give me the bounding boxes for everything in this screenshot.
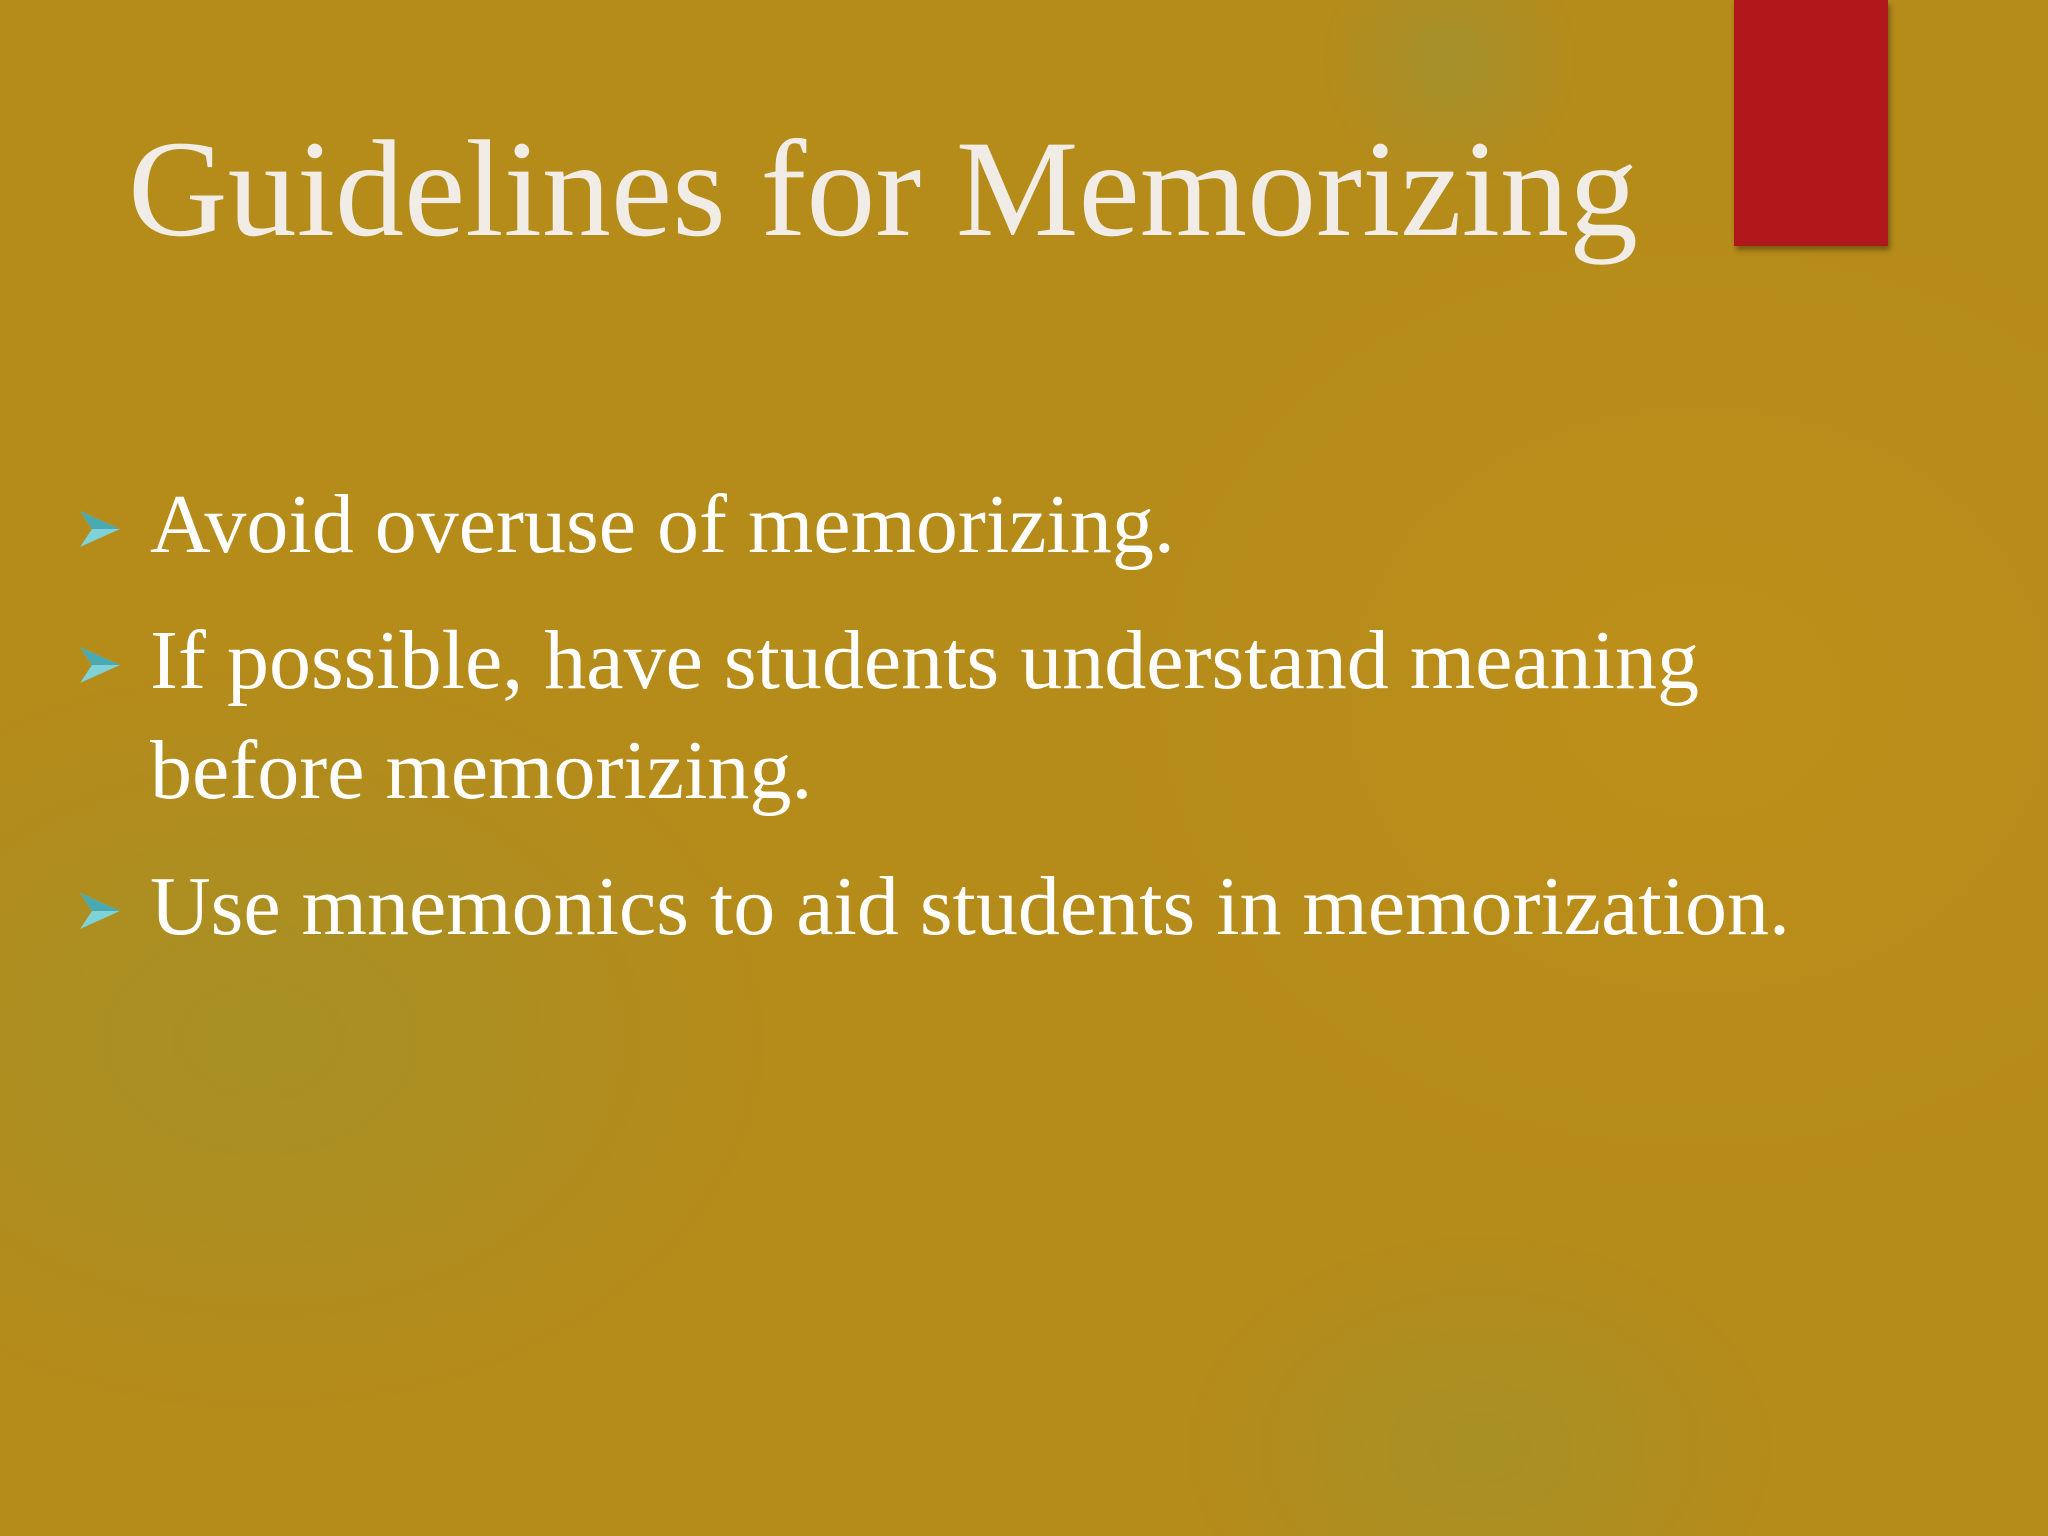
bullet-list: [0, 470, 1900, 988]
bullet-text: If possible, have students understand meaning before memorizing.: [150, 614, 1699, 817]
bullet-item: [0, 852, 1900, 962]
arrowhead-bullet-icon: [78, 645, 122, 685]
arrowhead-bullet-icon: [78, 509, 122, 549]
slide-title: Guidelines for Memorizing: [128, 112, 1638, 265]
bullet-text: Use mnemonics to aid students in memorization.: [150, 860, 1791, 953]
bullet-text: Avoid overuse of memorizing.: [150, 478, 1175, 571]
bullet-item: [0, 470, 1900, 580]
accent-bar: [1734, 0, 1888, 246]
arrowhead-bullet-icon: [78, 891, 122, 931]
bullet-item: [0, 606, 1900, 826]
